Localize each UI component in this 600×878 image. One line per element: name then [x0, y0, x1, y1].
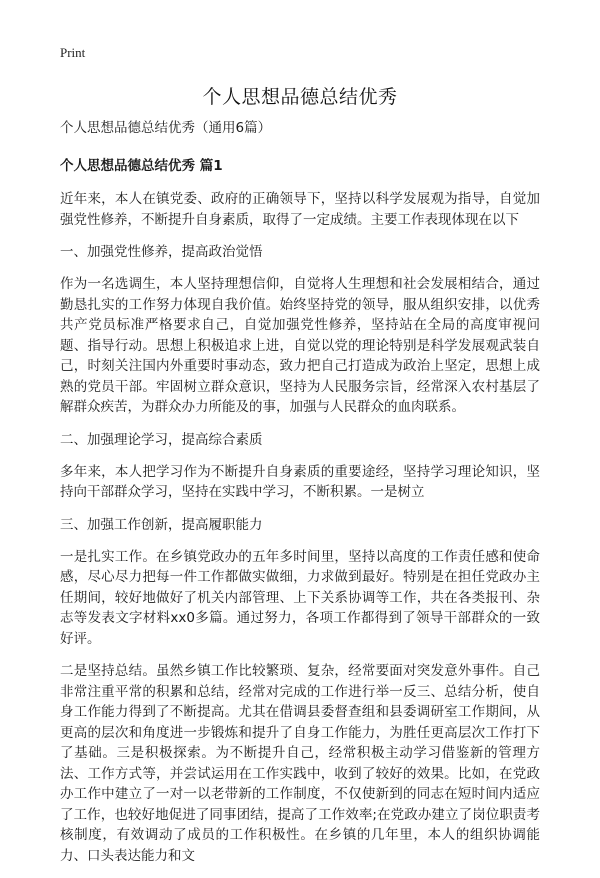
heading-work-innovation: 三、加强工作创新，提高履职能力	[60, 516, 263, 533]
heading-party-spirit: 一、加强党性修养，提高政治觉悟	[60, 244, 263, 260]
document-body	[60, 118, 540, 878]
paragraph-intro: 近年来，本人在镇党委、政府的正确领导下，坚持以科学发展观为指导，自觉加强党性修养，不断提升自身素质，取得了一定成绩。主要工作表现体现在以下	[60, 191, 540, 228]
paragraph-summary: 二是坚持总结。虽然乡镇工作比较繁琐、复杂，经常要面对突发意外事件。自己非常注重平常的积累和总结，经常对完成的工作进行举一反三、总结分析，使自身工作能力得到了不断提高。尤其在借调县委督查组和县委调研室工作期间，从更高的层次和角度进一步锻炼和提升了自身工作能力，为胜任更高层次工作打下了基础。三是积极探索。为不断提升自己，经常积极主动学习借鉴新的管理方法、工作方式等，并尝试运用在工作实践中，收到了较好的效果。比如，在党政办工作中建立了一对一以老带新的工作制度，不仅使新到的同志在短时间内适应了工作，也较好地促进了同事团结，提高了工作效率;在党政办建立了岗位职责考核制度，有效调动了成员的工作积极性。在乡镇的几年里，本人的组织协调能力、口头表达能力和文	[60, 663, 540, 864]
paragraph-solid-work: 一是扎实工作。在乡镇党政办的五年多时间里，坚持以高度的工作责任感和使命感，尽心尽力把每一件工作都做实做细，力求做到最好。特别是在担任党政办主任期间，较好地做好了机关内部管理、上下关系协调等工作，共在各类报刊、杂志等发表文字材料xx0多篇。通过努力，各项工作都得到了领导干部群众的一致好评。	[60, 548, 540, 647]
document-subtitle: 个人思想品德总结优秀（通用6篇）	[60, 120, 272, 136]
section-title: 个人思想品德总结优秀 篇1	[60, 158, 223, 174]
paragraph-theory-study: 多年来，本人把学习作为不断提升自身素质的重要途经，坚持学习理论知识，坚持向干部群众学习，坚持在实践中学习，不断积累。一是树立	[60, 463, 540, 500]
heading-theory-study: 二、加强理论学习，提高综合素质	[60, 431, 263, 448]
page-title: 个人思想品德总结优秀	[202, 86, 398, 108]
print-link[interactable]: Print	[60, 45, 86, 60]
paragraph-party-spirit: 作为一名选调生，本人坚持理想信仰，自觉将人生理想和社会发展相结合，通过勤恳扎实的工作努力体现自我价值。始终坚持党的领导，服从组织安排，以优秀共产党员标准严格要求自己，自觉加强党性修养，坚持站在全局的高度审视问题、指导行动。思想上积极追求上进，自觉以党的理论特别是科学发展观武装自己，时刻关注国内外重要时事动态，致力把自己打造成为政治上坚定，思想上成熟的党员干部。牢固树立群众意识，坚持为人民服务宗旨，经常深入农村基层了解群众疾苦，为群众办力所能及的事，加强与人民群众的血肉联系。	[60, 276, 540, 415]
